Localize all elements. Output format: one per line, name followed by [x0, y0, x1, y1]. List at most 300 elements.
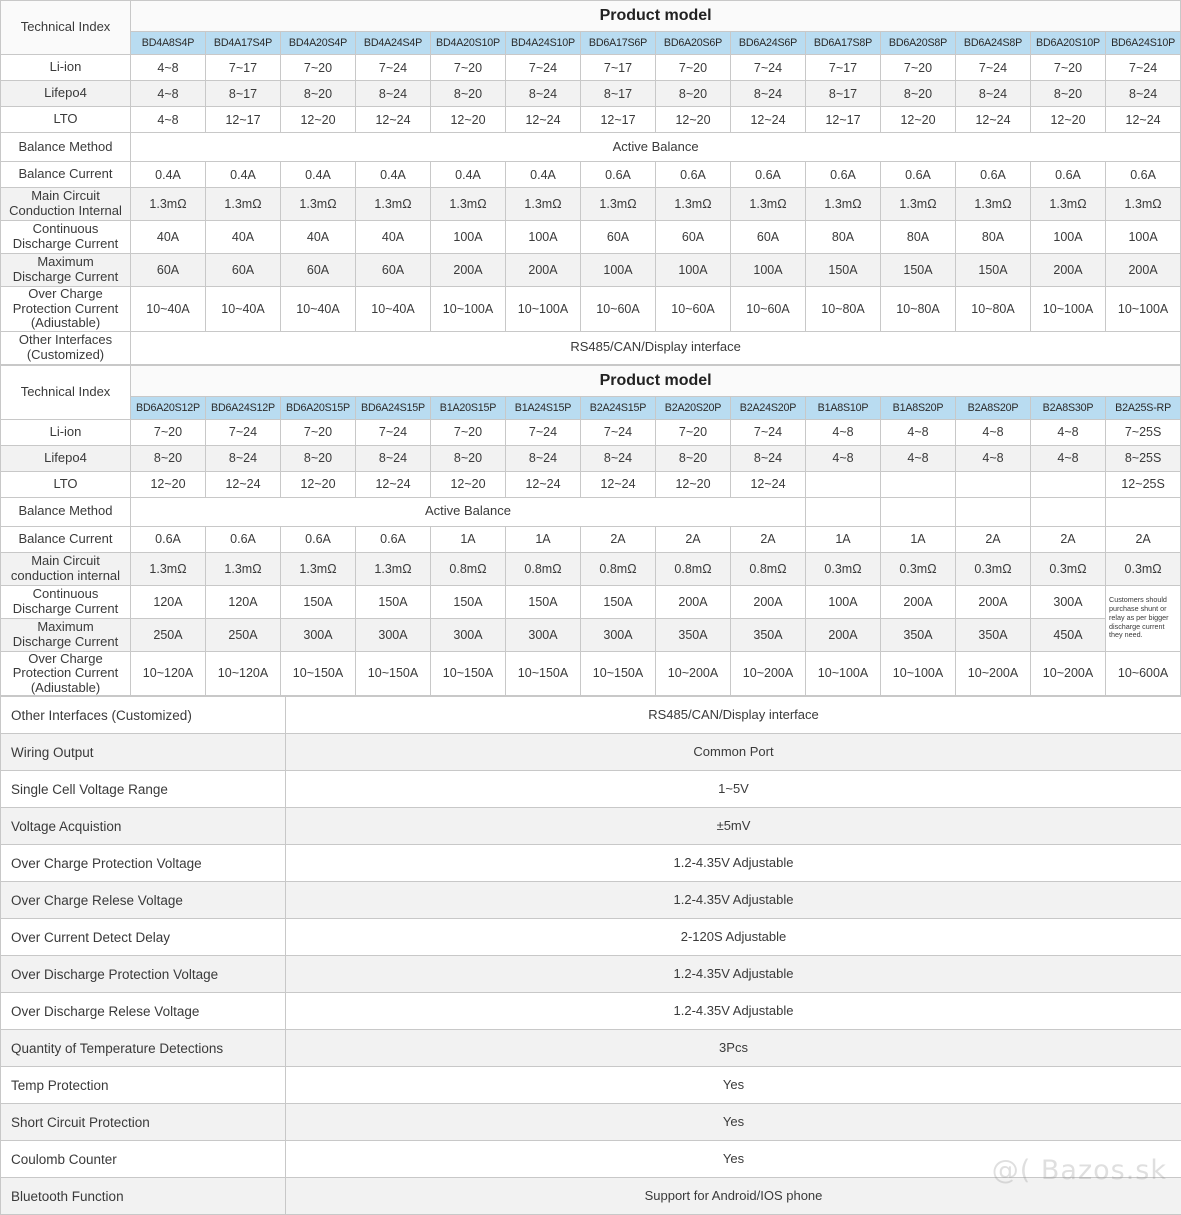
value-cell: 200A [1031, 254, 1106, 287]
value-cell: 4~8 [1031, 419, 1106, 445]
value-cell: 0.8mΩ [506, 552, 581, 585]
model-header-cell: BD6A20S10P [1031, 32, 1106, 55]
value-cell: 10~100A [1031, 287, 1106, 332]
value-cell: 10~200A [656, 651, 731, 696]
discharge-current-note: Customers should purchase shunt or relay as per bigger discharge current they need. [1106, 585, 1181, 651]
model-header-cell: BD6A24S8P [956, 32, 1031, 55]
model-header-cell: BD4A8S4P [131, 32, 206, 55]
value-cell: 10~120A [206, 651, 281, 696]
value-cell: 8~24 [356, 445, 431, 471]
common-spec-value: ±5mV [286, 808, 1181, 845]
value-cell: 2A [1106, 526, 1181, 552]
value-cell: 100A [1031, 221, 1106, 254]
overcharge-line3-2: (Adiustable) [31, 680, 100, 695]
value-cell: 450A [1031, 618, 1106, 651]
value-cell: 40A [206, 221, 281, 254]
value-cell: 8~20 [281, 445, 356, 471]
value-cell: 0.6A [806, 162, 881, 188]
value-cell: 120A [206, 585, 281, 618]
model-header-cell: BD4A24S10P [506, 32, 581, 55]
value-cell: 200A [1106, 254, 1181, 287]
value-cell: 4~8 [881, 419, 956, 445]
spec-table-group-1 [0, 0, 1181, 365]
model-header-cell: B1A20S15P [431, 396, 506, 419]
value-cell: 4~8 [881, 445, 956, 471]
value-cell: 1.3mΩ [656, 188, 731, 221]
overcharge-line3: (Adiustable) [31, 315, 100, 330]
value-cell: 60A [281, 254, 356, 287]
value-cell: 12~24 [506, 107, 581, 133]
table1-row-other-interfaces [1, 331, 1181, 364]
value-cell: 1.3mΩ [506, 188, 581, 221]
overcharge-line1-2: Over Charge [28, 651, 102, 666]
value-cell: 7~24 [731, 419, 806, 445]
balance-method-empty-cell [956, 497, 1031, 526]
model-header-cell: BD6A24S10P [1106, 32, 1181, 55]
common-spec-label: Coulomb Counter [1, 1141, 286, 1178]
value-cell: 12~25S [1106, 471, 1181, 497]
value-cell: 10~150A [506, 651, 581, 696]
table2-row-li-ion [1, 419, 1181, 445]
spec-table-group-2 [0, 365, 1181, 697]
value-cell: 0.6A [656, 162, 731, 188]
value-cell: 8~20 [1031, 81, 1106, 107]
main-circuit-line1: Main Circuit [31, 188, 100, 203]
value-cell: 0.4A [506, 162, 581, 188]
value-cell: 0.6A [1106, 162, 1181, 188]
value-cell: 150A [356, 585, 431, 618]
value-cell: 8~17 [581, 81, 656, 107]
value-cell: 0.3mΩ [881, 552, 956, 585]
common-spec-label: Over Charge Relese Voltage [1, 882, 286, 919]
row-label-lto: LTO [1, 107, 131, 133]
row-label-continuous-discharge-2 [1, 585, 131, 618]
balance-method-empty-cell [1106, 497, 1181, 526]
value-cell: 0.6A [1031, 162, 1106, 188]
value-cell: 7~24 [506, 419, 581, 445]
value-cell: 10~200A [731, 651, 806, 696]
table1-row-maximum-discharge [1, 254, 1181, 287]
maximum-line1: Maximum [37, 254, 93, 269]
common-spec-row [1, 1030, 1181, 1067]
product-model-banner: Product model [131, 1, 1181, 32]
value-cell: 0.6A [956, 162, 1031, 188]
table2-row-main-circuit [1, 552, 1181, 585]
value-cell: 7~20 [281, 419, 356, 445]
technical-index-label-2: Technical Index [1, 365, 131, 419]
value-cell: 100A [806, 585, 881, 618]
value-cell: 8~24 [206, 445, 281, 471]
value-cell: 0.4A [206, 162, 281, 188]
row-label-main-circuit-2 [1, 552, 131, 585]
value-cell: 10~200A [956, 651, 1031, 696]
value-cell: 2A [581, 526, 656, 552]
value-cell: 1.3mΩ [806, 188, 881, 221]
value-cell [956, 471, 1031, 497]
value-cell: 7~20 [431, 55, 506, 81]
value-cell: 1.3mΩ [281, 188, 356, 221]
value-cell: 60A [731, 221, 806, 254]
row-label-other-interfaces [1, 331, 131, 364]
value-cell: 0.3mΩ [1106, 552, 1181, 585]
value-cell: 12~20 [431, 471, 506, 497]
model-header-cell: BD6A20S15P [281, 396, 356, 419]
value-cell: 4~8 [956, 445, 1031, 471]
value-cell: 10~40A [131, 287, 206, 332]
value-cell: 10~60A [731, 287, 806, 332]
value-cell: 300A [1031, 585, 1106, 618]
value-cell: 0.6A [581, 162, 656, 188]
value-cell: 10~60A [581, 287, 656, 332]
model-header-cell: B2A8S20P [956, 396, 1031, 419]
row-label-main-circuit [1, 188, 131, 221]
value-cell: 8~20 [656, 81, 731, 107]
value-cell: 300A [506, 618, 581, 651]
value-cell: 1.3mΩ [206, 188, 281, 221]
value-cell: 1A [506, 526, 581, 552]
common-spec-row [1, 697, 1181, 734]
common-spec-row [1, 956, 1181, 993]
common-spec-row [1, 993, 1181, 1030]
value-cell: 7~20 [656, 419, 731, 445]
value-cell: 100A [1106, 221, 1181, 254]
value-cell: 1.3mΩ [731, 188, 806, 221]
value-cell: 4~8 [131, 55, 206, 81]
value-cell: 300A [281, 618, 356, 651]
model-header-cell: B2A24S20P [731, 396, 806, 419]
common-spec-row [1, 1141, 1181, 1178]
value-cell: 12~24 [956, 107, 1031, 133]
common-spec-label: Bluetooth Function [1, 1178, 286, 1215]
value-cell: 100A [731, 254, 806, 287]
value-cell: 150A [581, 585, 656, 618]
common-spec-value: Yes [286, 1067, 1181, 1104]
value-cell: 1.3mΩ [281, 552, 356, 585]
balance-method-empty-cell [806, 497, 881, 526]
value-cell: 100A [581, 254, 656, 287]
value-cell: 1.3mΩ [881, 188, 956, 221]
value-cell: 0.4A [281, 162, 356, 188]
table2-banner-row [1, 365, 1181, 396]
row-label-balance-current: Balance Current [1, 162, 131, 188]
value-cell: 8~24 [956, 81, 1031, 107]
value-cell: 100A [431, 221, 506, 254]
value-cell: 250A [131, 618, 206, 651]
row-label-over-charge-protection [1, 287, 131, 332]
table2-body [1, 365, 1181, 696]
other-interfaces-line2: (Customized) [27, 347, 104, 362]
common-spec-row [1, 1104, 1181, 1141]
value-cell: 60A [206, 254, 281, 287]
overcharge-line2: Protection Current [13, 301, 119, 316]
row-label-maximum-discharge [1, 254, 131, 287]
value-cell: 1A [431, 526, 506, 552]
value-cell: 80A [806, 221, 881, 254]
value-cell: 12~24 [731, 107, 806, 133]
value-cell: 1.3mΩ [431, 188, 506, 221]
value-cell: 7~24 [956, 55, 1031, 81]
common-spec-value: 1.2-4.35V Adjustable [286, 956, 1181, 993]
balance-method-value: Active Balance [131, 133, 1181, 162]
value-cell: 10~100A [506, 287, 581, 332]
common-spec-value: 1~5V [286, 771, 1181, 808]
value-cell: 0.6A [881, 162, 956, 188]
row-label-li-ion-2: Li-ion [1, 419, 131, 445]
common-spec-value: 2-120S Adjustable [286, 919, 1181, 956]
value-cell: 100A [656, 254, 731, 287]
maximum-line1-2: Maximum [37, 619, 93, 634]
value-cell: 1.3mΩ [206, 552, 281, 585]
model-header-cell: BD4A20S4P [281, 32, 356, 55]
value-cell: 150A [881, 254, 956, 287]
value-cell: 10~80A [956, 287, 1031, 332]
value-cell: 10~40A [281, 287, 356, 332]
model-header-cell: BD6A20S12P [131, 396, 206, 419]
value-cell: 350A [656, 618, 731, 651]
value-cell: 150A [956, 254, 1031, 287]
common-spec-value: Yes [286, 1141, 1181, 1178]
value-cell: 8~20 [656, 445, 731, 471]
value-cell: 1.3mΩ [356, 552, 431, 585]
value-cell: 12~24 [731, 471, 806, 497]
common-spec-body [1, 697, 1181, 1215]
value-cell: 12~24 [206, 471, 281, 497]
value-cell: 200A [956, 585, 1031, 618]
table2-row-over-charge-protection [1, 651, 1181, 696]
value-cell: 8~17 [206, 81, 281, 107]
row-label-balance-current-2: Balance Current [1, 526, 131, 552]
table1-body [1, 1, 1181, 365]
value-cell: 4~8 [131, 107, 206, 133]
other-interfaces-line1: Other Interfaces [19, 332, 112, 347]
value-cell: 60A [656, 221, 731, 254]
continuous-line1: Continuous [33, 221, 99, 236]
value-cell: 7~20 [431, 419, 506, 445]
value-cell: 4~8 [806, 419, 881, 445]
value-cell: 0.4A [131, 162, 206, 188]
value-cell: 300A [581, 618, 656, 651]
value-cell: 12~17 [581, 107, 656, 133]
value-cell: 7~17 [206, 55, 281, 81]
table1-row-main-circuit [1, 188, 1181, 221]
value-cell: 1.3mΩ [131, 552, 206, 585]
common-spec-value: 1.2-4.35V Adjustable [286, 882, 1181, 919]
model-header-cell: B2A20S20P [656, 396, 731, 419]
value-cell: 0.8mΩ [656, 552, 731, 585]
value-cell: 12~20 [431, 107, 506, 133]
model-header-cell: BD6A24S15P [356, 396, 431, 419]
table2-row-continuous-discharge [1, 585, 1181, 618]
value-cell: 12~20 [131, 471, 206, 497]
value-cell: 12~20 [1031, 107, 1106, 133]
value-cell: 7~24 [1106, 55, 1181, 81]
value-cell: 150A [281, 585, 356, 618]
value-cell: 7~20 [881, 55, 956, 81]
value-cell: 200A [431, 254, 506, 287]
common-spec-label: Short Circuit Protection [1, 1104, 286, 1141]
value-cell: 40A [131, 221, 206, 254]
value-cell: 1.3mΩ [956, 188, 1031, 221]
value-cell: 1.3mΩ [131, 188, 206, 221]
table2-row-balance-current [1, 526, 1181, 552]
common-spec-table [0, 696, 1181, 1215]
model-header-cell: B1A8S20P [881, 396, 956, 419]
value-cell: 7~20 [131, 419, 206, 445]
common-spec-label: Over Discharge Protection Voltage [1, 956, 286, 993]
value-cell: 0.4A [431, 162, 506, 188]
value-cell: 350A [731, 618, 806, 651]
value-cell: 350A [881, 618, 956, 651]
value-cell: 10~200A [1031, 651, 1106, 696]
value-cell: 0.8mΩ [731, 552, 806, 585]
value-cell: 8~24 [356, 81, 431, 107]
value-cell: 12~24 [356, 471, 431, 497]
value-cell: 80A [956, 221, 1031, 254]
model-header-cell: BD6A24S6P [731, 32, 806, 55]
table1-banner-row [1, 1, 1181, 32]
value-cell: 12~20 [881, 107, 956, 133]
product-model-banner-2: Product model [131, 365, 1181, 396]
continuous-line1-2: Continuous [33, 586, 99, 601]
row-label-maximum-discharge-2 [1, 618, 131, 651]
value-cell: 10~100A [881, 651, 956, 696]
value-cell: 0.3mΩ [806, 552, 881, 585]
value-cell: 12~20 [281, 471, 356, 497]
model-header-cell: BD6A17S8P [806, 32, 881, 55]
value-cell: 8~20 [131, 445, 206, 471]
value-cell: 0.3mΩ [956, 552, 1031, 585]
value-cell: 7~17 [806, 55, 881, 81]
common-spec-label: Quantity of Temperature Detections [1, 1030, 286, 1067]
value-cell: 1.3mΩ [581, 188, 656, 221]
table2-row-maximum-discharge [1, 618, 1181, 651]
value-cell: 10~150A [431, 651, 506, 696]
value-cell: 8~17 [806, 81, 881, 107]
value-cell: 300A [431, 618, 506, 651]
value-cell: 0.4A [356, 162, 431, 188]
table1-row-lto [1, 107, 1181, 133]
common-spec-row [1, 808, 1181, 845]
common-spec-label: Wiring Output [1, 734, 286, 771]
model-header-cell: BD4A17S4P [206, 32, 281, 55]
value-cell: 250A [206, 618, 281, 651]
value-cell: 0.8mΩ [581, 552, 656, 585]
technical-index-label: Technical Index [1, 1, 131, 55]
row-label-lifepo4: Lifepo4 [1, 81, 131, 107]
continuous-line2: Discharge Current [13, 236, 119, 251]
value-cell: 10~80A [806, 287, 881, 332]
value-cell: 0.8mΩ [431, 552, 506, 585]
maximum-line2: Discharge Current [13, 269, 119, 284]
value-cell: 7~20 [281, 55, 356, 81]
value-cell: 10~40A [206, 287, 281, 332]
common-spec-value: RS485/CAN/Display interface [286, 697, 1181, 734]
value-cell: 12~20 [656, 107, 731, 133]
value-cell: 10~60A [656, 287, 731, 332]
table2-row-lto [1, 471, 1181, 497]
model-header-cell: BD6A24S12P [206, 396, 281, 419]
value-cell: 7~25S [1106, 419, 1181, 445]
common-spec-value: 1.2-4.35V Adjustable [286, 845, 1181, 882]
value-cell: 0.6A [356, 526, 431, 552]
value-cell: 10~600A [1106, 651, 1181, 696]
model-header-cell: B2A25S-RP [1106, 396, 1181, 419]
value-cell: 10~150A [356, 651, 431, 696]
table2-row-balance-method [1, 497, 1181, 526]
common-spec-label: Other Interfaces (Customized) [1, 697, 286, 734]
value-cell: 60A [581, 221, 656, 254]
common-spec-label: Over Discharge Relese Voltage [1, 993, 286, 1030]
row-label-lto-2: LTO [1, 471, 131, 497]
model-header-cell: BD4A24S4P [356, 32, 431, 55]
balance-method-value-2: Active Balance [131, 497, 806, 526]
common-spec-value: Yes [286, 1104, 1181, 1141]
value-cell: 10~40A [356, 287, 431, 332]
value-cell: 10~80A [881, 287, 956, 332]
main-circuit-line2: Conduction Internal [9, 203, 122, 218]
value-cell: 8~24 [506, 445, 581, 471]
value-cell: 0.6A [281, 526, 356, 552]
value-cell: 4~8 [1031, 445, 1106, 471]
main-circuit-line2-2: conduction internal [11, 568, 120, 583]
table1-row-balance-current [1, 162, 1181, 188]
row-label-over-charge-protection-2 [1, 651, 131, 696]
model-header-cell: B1A24S15P [506, 396, 581, 419]
value-cell [1031, 471, 1106, 497]
value-cell: 10~150A [581, 651, 656, 696]
value-cell: 8~20 [881, 81, 956, 107]
value-cell: 150A [431, 585, 506, 618]
value-cell: 40A [356, 221, 431, 254]
balance-method-empty-cell [1031, 497, 1106, 526]
row-label-balance-method-2: Balance Method [1, 497, 131, 526]
model-header-cell: BD4A20S10P [431, 32, 506, 55]
table2-model-row [1, 396, 1181, 419]
model-header-cell: BD6A20S8P [881, 32, 956, 55]
balance-method-empty-cell [881, 497, 956, 526]
value-cell: 200A [806, 618, 881, 651]
value-cell [806, 471, 881, 497]
value-cell: 2A [956, 526, 1031, 552]
model-header-cell: BD6A20S6P [656, 32, 731, 55]
model-header-cell: B1A8S10P [806, 396, 881, 419]
value-cell: 12~17 [206, 107, 281, 133]
common-spec-value: Common Port [286, 734, 1181, 771]
value-cell: 60A [131, 254, 206, 287]
common-spec-row [1, 771, 1181, 808]
common-spec-value: 3Pcs [286, 1030, 1181, 1067]
value-cell: 200A [731, 585, 806, 618]
value-cell: 7~24 [356, 55, 431, 81]
common-spec-value: 1.2-4.35V Adjustable [286, 993, 1181, 1030]
common-spec-label: Temp Protection [1, 1067, 286, 1104]
common-spec-label: Over Current Detect Delay [1, 919, 286, 956]
value-cell: 1.3mΩ [1031, 188, 1106, 221]
table1-row-continuous-discharge [1, 221, 1181, 254]
value-cell: 120A [131, 585, 206, 618]
common-spec-row [1, 882, 1181, 919]
continuous-line2-2: Discharge Current [13, 601, 119, 616]
value-cell: 2A [656, 526, 731, 552]
value-cell: 1.3mΩ [356, 188, 431, 221]
table1-row-li-ion [1, 55, 1181, 81]
overcharge-line1: Over Charge [28, 287, 102, 302]
value-cell: 4~8 [806, 445, 881, 471]
value-cell [881, 471, 956, 497]
value-cell: 0.6A [206, 526, 281, 552]
common-spec-row [1, 1178, 1181, 1215]
common-spec-label: Single Cell Voltage Range [1, 771, 286, 808]
